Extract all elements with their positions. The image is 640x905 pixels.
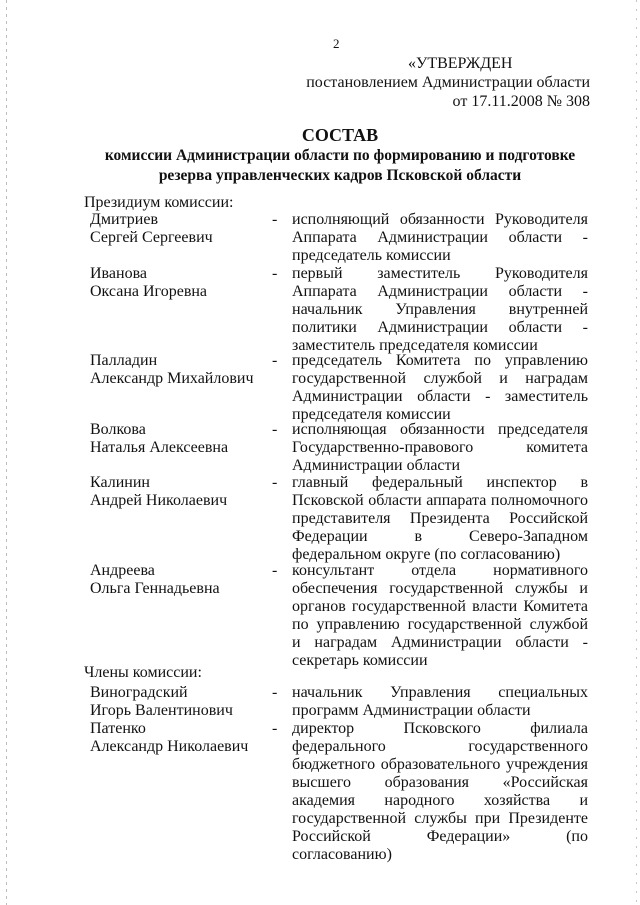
role-line: федеральном округе (по согласованию) [292,546,561,563]
role-line: политики Администрации области - [292,319,588,336]
surname: Палладин [90,352,158,369]
role-line: академия народного хозяйства и [292,792,588,809]
person-name [90,352,270,388]
person-name [90,265,270,301]
role-line: председатель комиссии [292,247,451,264]
given-name: Александр Михайлович [90,370,254,387]
role-line: и наградам Администрации области - [292,634,588,651]
given-name: Сергей Сергеевич [90,229,213,246]
role-line: органов государственной власти Комитета [292,598,588,615]
person-name [90,421,270,457]
role-line: консультант отдела нормативного [292,562,588,579]
role-line: высшего образования «Российская [292,774,588,791]
role-line: представителя Президента Российской [292,510,588,527]
document-title: СОСТАВ [301,125,379,145]
dash-separator: - [272,352,278,369]
dash-separator: - [272,474,278,491]
person-role [292,562,588,670]
role-line: программ Администрации области [292,702,531,719]
page-number: 2 [333,36,340,51]
person-name [90,211,270,247]
surname: Виноградский [90,684,188,701]
role-line: по управлению государственной службой [292,616,588,633]
role-line: Российской Федерации» (по [292,828,588,845]
scan-edge-left [6,0,7,905]
role-line: Аппарата Администрации области - [292,283,588,300]
surname: Иванова [90,265,148,282]
person-name [90,562,270,598]
given-name: Ольга Геннадьевна [90,580,220,597]
role-line: Администрации области [292,457,461,474]
surname: Калинин [90,474,150,491]
surname: Волкова [90,421,146,438]
dash-separator: - [272,562,278,579]
approval-stamp-text [300,54,590,111]
role-line: бюджетного образовательного учреждения [292,756,588,773]
role-line: Псковской области аппарата полномочного [292,492,588,509]
dash-separator: - [272,211,278,228]
person-name [90,474,270,510]
approval-line-1: «УТВЕРЖДЕН [408,55,513,72]
role-line: исполняющая обязанности председателя [292,421,588,438]
person-role [292,684,588,720]
role-line: заместитель председателя комиссии [292,337,538,354]
document-subtitle-line-1: комиссии Администрации области по формированию и подготовке [104,147,576,164]
approval-line-2: постановлением Администрации области [306,74,590,91]
role-line: председателя комиссии [292,406,451,423]
given-name: Игорь Валентинович [90,702,233,719]
surname: Патенко [90,720,146,737]
role-line: Аппарата Администрации области - [292,229,588,246]
approval-line-3: от 17.11.2008 № 308 [452,93,590,110]
dash-separator: - [272,684,278,701]
role-line: начальник Управления внутренней [292,301,588,318]
role-line: начальник Управления специальных [292,684,588,701]
dash-separator: - [272,421,278,438]
person-role [292,265,588,355]
role-line: директор Псковского филиала [292,720,588,737]
person-name [90,720,270,756]
surname: Андреева [90,562,155,579]
person-name [90,684,270,720]
role-line: Федерации в Северо-Западном [292,528,588,545]
role-line: согласованию) [292,846,392,863]
given-name: Андрей Николаевич [90,492,228,509]
given-name: Александр Николаевич [90,738,249,755]
role-line: главный федеральный инспектор в [292,474,588,491]
person-role [292,211,588,265]
role-line: федерального государственного [292,738,588,755]
role-line: председатель Комитета по управлению [292,352,588,369]
given-name: Наталья Алексеевна [90,439,229,456]
section-heading-members: Члены комиссии: [84,664,202,681]
person-role [292,352,588,424]
role-line: Администрации области - заместитель [292,388,588,405]
title-block [80,124,600,186]
role-line: секретарь комиссии [292,652,428,669]
role-line: Государственно-правового комитета [292,439,588,456]
given-name: Оксана Игоревна [90,283,208,300]
role-line: государственной службой и наградам [292,370,588,387]
person-role [292,720,588,864]
surname: Дмитриев [90,211,159,228]
scan-edge-right [636,0,637,905]
role-line: исполняющий обязанности Руководителя [292,211,588,228]
document-subtitle-line-2: резерва управленческих кадров Псковской области [158,167,522,184]
person-role [292,474,588,564]
person-role [292,421,588,475]
role-line: обеспечения государственной службы и [292,580,588,597]
dash-separator: - [272,720,278,737]
role-line: государственной службы при Президенте [292,810,588,827]
section-heading-presidium: Президиум комиссии: [84,194,234,211]
role-line: первый заместитель Руководителя [292,265,588,282]
dash-separator: - [272,265,278,282]
